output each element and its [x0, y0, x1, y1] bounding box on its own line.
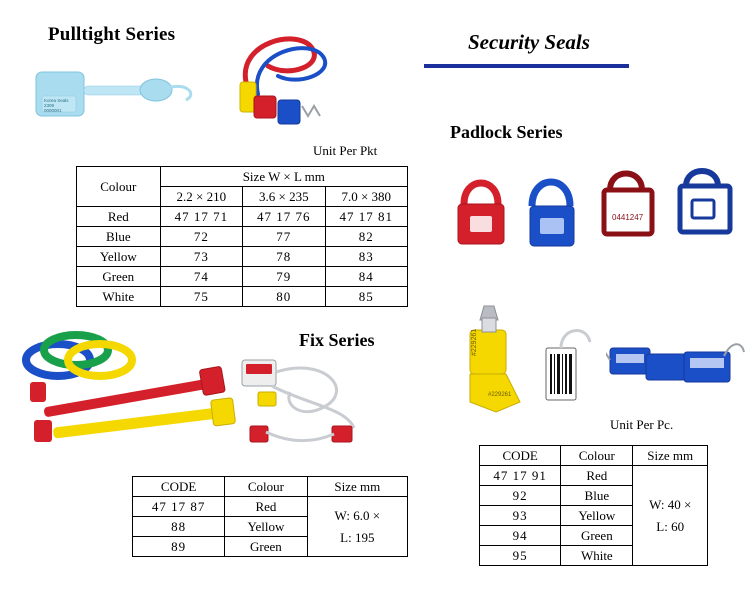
- svg-text:0441247: 0441247: [612, 213, 644, 222]
- cell-code: 47 17 76: [243, 207, 325, 227]
- svg-text:2309: 2309: [44, 103, 55, 108]
- cell-code: 82: [325, 227, 407, 247]
- header-code: CODE: [480, 446, 561, 466]
- header-colour: Colour: [77, 167, 161, 207]
- header-size-2: 3.6 × 235: [243, 187, 325, 207]
- label-unit-per-pc: Unit Per Pc.: [610, 417, 674, 432]
- label-unit-per-pkt: Unit Per Pkt: [313, 143, 378, 158]
- cell-colour: Green: [225, 537, 307, 557]
- table-row: [77, 247, 408, 267]
- cell-code: 92: [480, 486, 561, 506]
- page-title-pulltight: Pulltight Series: [48, 24, 176, 45]
- cell-code: 75: [160, 287, 242, 307]
- cell-code: 80: [243, 287, 325, 307]
- cell-code: 83: [325, 247, 407, 267]
- title-underline: [424, 64, 629, 68]
- table-row: [77, 267, 408, 287]
- cell-code: 95: [480, 546, 561, 566]
- cell-code: 94: [480, 526, 561, 546]
- cell-code: 73: [160, 247, 242, 267]
- cell-code: 47 17 81: [325, 207, 407, 227]
- cell-colour: Green: [77, 267, 161, 287]
- table-row: [480, 466, 708, 486]
- size-line-2: L: 195: [340, 529, 375, 545]
- page-title-security-seals: Security Seals: [468, 30, 590, 54]
- cell-colour: Yellow: [561, 506, 633, 526]
- cell-code: 89: [133, 537, 225, 557]
- cell-colour: Red: [225, 497, 307, 517]
- cell-code: 84: [325, 267, 407, 287]
- cell-code: 78: [243, 247, 325, 267]
- padlock-seals-image: [446, 160, 746, 300]
- cell-code: 88: [133, 517, 225, 537]
- cell-colour: Red: [561, 466, 633, 486]
- pulltight-seal-image: [28, 58, 228, 138]
- cell-code: 47 17 71: [160, 207, 242, 227]
- header-colour: Colour: [225, 477, 307, 497]
- cell-colour: Blue: [561, 486, 633, 506]
- padlock-table: [479, 445, 708, 566]
- cell-colour: Red: [77, 207, 161, 227]
- cable-seal-image: [236, 352, 376, 462]
- header-size-1: 2.2 × 210: [160, 187, 242, 207]
- cell-code: 74: [160, 267, 242, 287]
- cell-code: 79: [243, 267, 325, 287]
- cell-code: 93: [480, 506, 561, 526]
- pulltight-loops-image: [228, 22, 338, 132]
- cell-colour: White: [77, 287, 161, 307]
- table-row: [480, 446, 708, 466]
- table-row: [133, 477, 408, 497]
- blue-cable-seals-image: [606, 326, 746, 406]
- svg-text:#229261: #229261: [488, 392, 512, 398]
- header-size: Size mm: [307, 477, 407, 497]
- header-size: Size W × L mm: [160, 167, 407, 187]
- table-row: [77, 167, 408, 187]
- cell-code: 47 17 87: [133, 497, 225, 517]
- fix-series-straps-image: [12, 322, 242, 452]
- svg-text:#229261: #229261: [471, 328, 478, 356]
- table-row: [77, 227, 408, 247]
- cell-colour: Yellow: [225, 517, 307, 537]
- cell-colour: Yellow: [77, 247, 161, 267]
- fix-table: [132, 476, 408, 557]
- cell-colour: Blue: [77, 227, 161, 247]
- header-code: CODE: [133, 477, 225, 497]
- barcode-tag-image: [528, 318, 602, 408]
- cell-size: [633, 466, 708, 566]
- cell-code: 47 17 91: [480, 466, 561, 486]
- cell-colour: Green: [561, 526, 633, 546]
- table-row: [133, 497, 408, 517]
- size-line-2: L: 60: [656, 518, 685, 534]
- page-title-padlock: Padlock Series: [450, 122, 563, 142]
- cell-size: [307, 497, 407, 557]
- table-row: [77, 207, 408, 227]
- svg-text:Korea Seals: Korea Seals: [44, 98, 69, 103]
- cell-colour: White: [561, 546, 633, 566]
- pulltight-table: [76, 166, 408, 307]
- cell-code: 85: [325, 287, 407, 307]
- page-title-fix: Fix Series: [299, 330, 375, 350]
- header-size: Size mm: [633, 446, 708, 466]
- cell-code: 77: [243, 227, 325, 247]
- header-size-3: 7.0 × 380: [325, 187, 407, 207]
- table-row: [77, 287, 408, 307]
- cell-code: 72: [160, 227, 242, 247]
- svg-text:0000001: 0000001: [44, 108, 62, 113]
- header-colour: Colour: [561, 446, 633, 466]
- size-line-1: W: 6.0 ×: [334, 507, 381, 523]
- size-line-1: W: 40 ×: [649, 496, 692, 512]
